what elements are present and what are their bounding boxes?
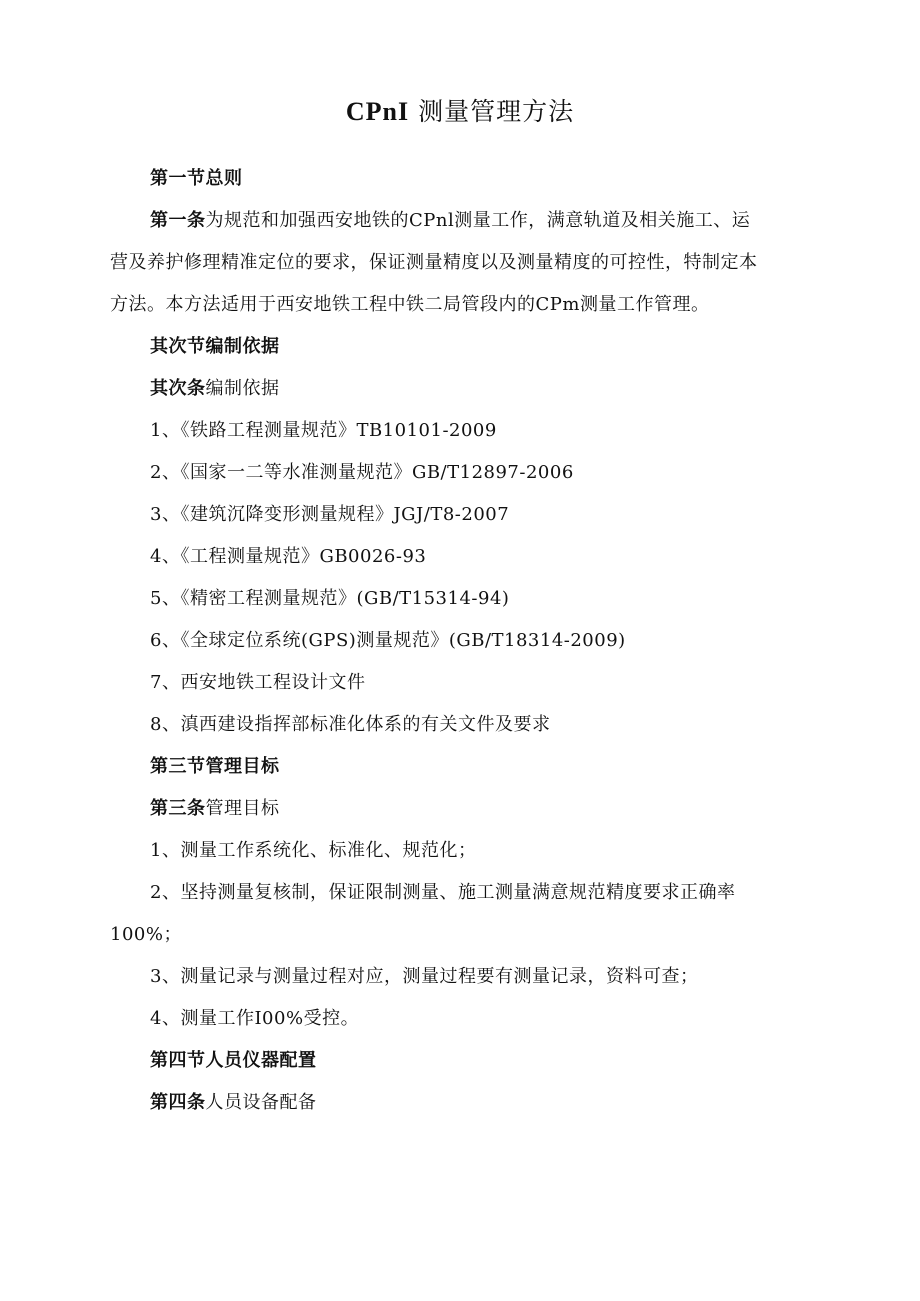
article-2-lead: 其次条 — [150, 378, 206, 399]
reference-item: 1、《铁路工程测量规范》TB10101-2009 — [150, 420, 497, 441]
reference-item: 3、《建筑沉降变形测量规程》JGJ/T8-2007 — [150, 504, 510, 525]
article-1-text-1: 为规范和加强西安地铁的CPnl测量工作，满意轨道及相关施工、运 — [205, 210, 751, 231]
reference-item: 5、《精密工程测量规范》(GB/T15314-94) — [150, 588, 510, 609]
goal-item-3: 3、测量记录与测量过程对应，测量过程要有测量记录，资料可查； — [150, 966, 699, 987]
article-1-lead: 第一条 — [150, 210, 206, 231]
article-1-line-2: 营及养护修理精准定位的要求，保证测量精度以及测量精度的可控性，特制定本 — [110, 252, 758, 273]
goal-item-2-line-1: 2、坚持测量复核制，保证限制测量、施工测量满意规范精度要求正确率 — [150, 882, 736, 903]
article-1-line-1 — [150, 208, 810, 234]
reference-item: 7、西安地铁工程设计文件 — [150, 672, 366, 693]
section-2-heading: 其次节编制依据 — [150, 336, 280, 357]
article-4-text: 人员设备配备 — [205, 1092, 317, 1113]
goal-item-2-line-2: 100%； — [110, 924, 182, 945]
document-title — [0, 92, 920, 132]
article-4-lead: 第四条 — [150, 1092, 206, 1113]
title-latin: CPnI — [345, 97, 410, 126]
article-1-line-3: 方法。本方法适用于西安地铁工程中铁二局管段内的CPm测量工作管理。 — [110, 294, 710, 315]
reference-item: 8、滇西建设指挥部标准化体系的有关文件及要求 — [150, 714, 551, 735]
article-2-text: 编制依据 — [205, 378, 280, 399]
article-2-line — [150, 376, 280, 402]
reference-item: 2、《国家一二等水准测量规范》GB/T12897-2006 — [150, 462, 574, 483]
goal-item-4: 4、测量工作I00%受控。 — [150, 1008, 360, 1029]
article-4-line — [150, 1090, 317, 1116]
article-3-line — [150, 796, 280, 822]
section-1-heading: 第一节总则 — [150, 168, 243, 189]
title-text: 测量管理方法 — [409, 97, 575, 126]
reference-item: 4、《工程测量规范》GB0026-93 — [150, 546, 427, 567]
goal-item-1: 1、测量工作系统化、标准化、规范化； — [150, 840, 477, 861]
section-3-heading: 第三节管理目标 — [150, 756, 280, 777]
reference-item: 6、《全球定位系统(GPS)测量规范》(GB/T18314-2009) — [150, 630, 626, 651]
article-3-text: 管理目标 — [205, 798, 280, 819]
section-4-heading: 第四节人员仪器配置 — [150, 1050, 317, 1071]
article-3-lead: 第三条 — [150, 798, 206, 819]
